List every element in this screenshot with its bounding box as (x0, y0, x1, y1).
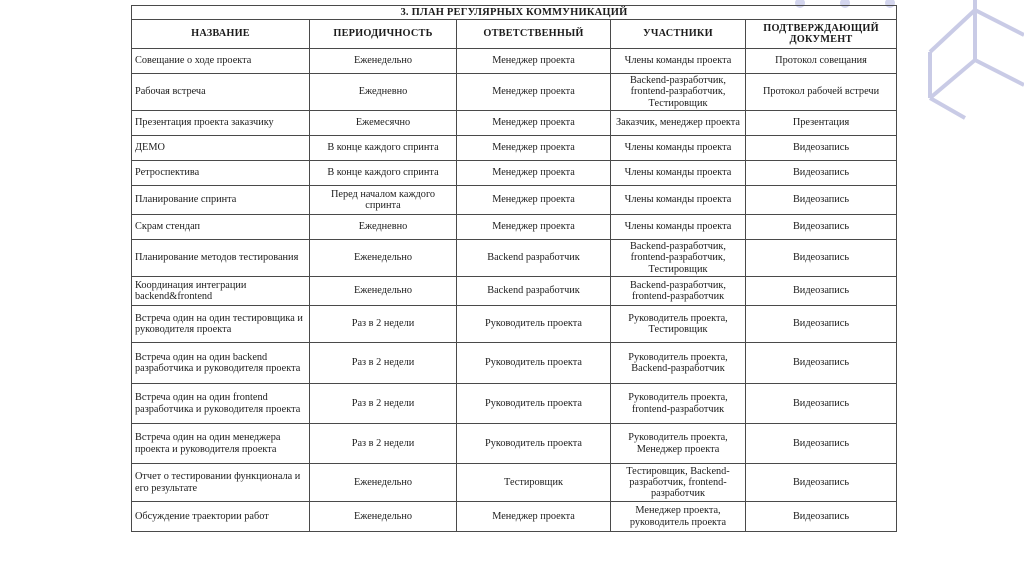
table-row (132, 186, 897, 215)
cell-responsible: Тестировщик (457, 464, 611, 502)
cell-participants: Заказчик, менеджер проекта (611, 111, 746, 136)
cell-document: Протокол совещания (746, 49, 897, 74)
cell-document: Протокол рабочей встречи (746, 74, 897, 111)
cell-name: Планирование методов тестирования (132, 240, 310, 277)
cell-frequency: Ежедневно (310, 74, 457, 111)
table-row (132, 343, 897, 384)
cell-responsible: Менеджер проекта (457, 74, 611, 111)
cell-document: Видеозапись (746, 136, 897, 161)
cell-frequency: Ежедневно (310, 215, 457, 240)
cell-responsible: Менеджер проекта (457, 136, 611, 161)
cell-responsible: Руководитель проекта (457, 424, 611, 464)
cell-participants: Руководитель проекта, Менеджер проекта (611, 424, 746, 464)
cell-responsible: Менеджер проекта (457, 186, 611, 215)
cell-frequency: Раз в 2 недели (310, 424, 457, 464)
header-name: НАЗВАНИЕ (132, 20, 310, 49)
table-row (132, 464, 897, 502)
header-document: ПОДТВЕРЖДАЮЩИЙ ДОКУМЕНТ (746, 20, 897, 49)
cell-frequency: В конце каждого спринта (310, 136, 457, 161)
table-row (132, 111, 897, 136)
cell-responsible: Менеджер проекта (457, 111, 611, 136)
cell-frequency: Перед началом каждого спринта (310, 186, 457, 215)
cell-name: Обсуждение траектории работ (132, 502, 310, 532)
cell-responsible: Backend разработчик (457, 240, 611, 277)
cell-participants: Backend-разработчик, frontend-разработчик (611, 277, 746, 306)
table-row (132, 74, 897, 111)
cell-name: ДЕМО (132, 136, 310, 161)
cell-name: Ретроспектива (132, 161, 310, 186)
cell-responsible: Менеджер проекта (457, 502, 611, 532)
table-body (132, 49, 897, 532)
cell-participants: Тестировщик, Backend-разработчик, frontend-разработчик (611, 464, 746, 502)
cell-frequency: Еженедельно (310, 464, 457, 502)
cell-name: Презентация проекта заказчику (132, 111, 310, 136)
cell-document: Видеозапись (746, 464, 897, 502)
header-frequency: ПЕРИОДИЧНОСТЬ (310, 20, 457, 49)
table-row (132, 161, 897, 186)
cell-frequency: Раз в 2 недели (310, 306, 457, 343)
cell-responsible: Руководитель проекта (457, 343, 611, 384)
table-row (132, 502, 897, 532)
cell-name: Координация интеграции backend&frontend (132, 277, 310, 306)
cell-responsible: Менеджер проекта (457, 215, 611, 240)
cell-participants: Менеджер проекта, руководитель проекта (611, 502, 746, 532)
cell-participants: Backend-разработчик, frontend-разработчик, Тестировщик (611, 240, 746, 277)
table-title-row (132, 6, 897, 20)
cell-responsible: Руководитель проекта (457, 384, 611, 424)
table-row (132, 384, 897, 424)
cell-participants: Руководитель проекта, Тестировщик (611, 306, 746, 343)
cell-name: Рабочая встреча (132, 74, 310, 111)
cell-document: Видеозапись (746, 343, 897, 384)
cell-participants: Члены команды проекта (611, 49, 746, 74)
cell-name: Встреча один на один тестировщика и руководителя проекта (132, 306, 310, 343)
communication-plan (131, 5, 896, 532)
table-header-row (132, 20, 897, 49)
cell-participants: Члены команды проекта (611, 215, 746, 240)
cell-name: Совещание о ходе проекта (132, 49, 310, 74)
cell-frequency: Еженедельно (310, 49, 457, 74)
cell-name: Отчет о тестировании функционала и его результате (132, 464, 310, 502)
communication-table (131, 5, 897, 532)
hexagon-decoration-icon (930, 0, 1024, 118)
cell-frequency: Еженедельно (310, 277, 457, 306)
cell-responsible: Backend разработчик (457, 277, 611, 306)
cell-document: Презентация (746, 111, 897, 136)
cell-document: Видеозапись (746, 215, 897, 240)
cell-document: Видеозапись (746, 424, 897, 464)
cell-participants: Члены команды проекта (611, 136, 746, 161)
table-row (132, 277, 897, 306)
cell-frequency: В конце каждого спринта (310, 161, 457, 186)
table-row (132, 136, 897, 161)
cell-document: Видеозапись (746, 240, 897, 277)
cell-responsible: Менеджер проекта (457, 49, 611, 74)
cell-name: Встреча один на один backend разработчика и руководителя проекта (132, 343, 310, 384)
cell-name: Скрам стендап (132, 215, 310, 240)
cell-frequency: Раз в 2 недели (310, 343, 457, 384)
cell-participants: Руководитель проекта, Backend-разработчик (611, 343, 746, 384)
cell-frequency: Ежемесячно (310, 111, 457, 136)
cell-frequency: Еженедельно (310, 240, 457, 277)
cell-document: Видеозапись (746, 186, 897, 215)
table-row (132, 215, 897, 240)
cell-document: Видеозапись (746, 306, 897, 343)
cell-frequency: Еженедельно (310, 502, 457, 532)
cell-document: Видеозапись (746, 161, 897, 186)
table-row (132, 49, 897, 74)
cell-participants: Члены команды проекта (611, 161, 746, 186)
cell-name: Встреча один на один frontend разработчика и руководителя проекта (132, 384, 310, 424)
cell-document: Видеозапись (746, 384, 897, 424)
header-responsible: ОТВЕТСТВЕННЫЙ (457, 20, 611, 49)
table-title: 3. ПЛАН РЕГУЛЯРНЫХ КОММУНИКАЦИЙ (132, 6, 897, 20)
cell-participants: Backend-разработчик, frontend-разработчик, Тестировщик (611, 74, 746, 111)
table-row (132, 306, 897, 343)
header-participants: УЧАСТНИКИ (611, 20, 746, 49)
cell-document: Видеозапись (746, 277, 897, 306)
table-row (132, 240, 897, 277)
cell-responsible: Менеджер проекта (457, 161, 611, 186)
cell-frequency: Раз в 2 недели (310, 384, 457, 424)
cell-participants: Члены команды проекта (611, 186, 746, 215)
cell-document: Видеозапись (746, 502, 897, 532)
cell-participants: Руководитель проекта, frontend-разработчик (611, 384, 746, 424)
cell-name: Планирование спринта (132, 186, 310, 215)
cell-name: Встреча один на один менеджера проекта и руководителя проекта (132, 424, 310, 464)
cell-responsible: Руководитель проекта (457, 306, 611, 343)
table-row (132, 424, 897, 464)
